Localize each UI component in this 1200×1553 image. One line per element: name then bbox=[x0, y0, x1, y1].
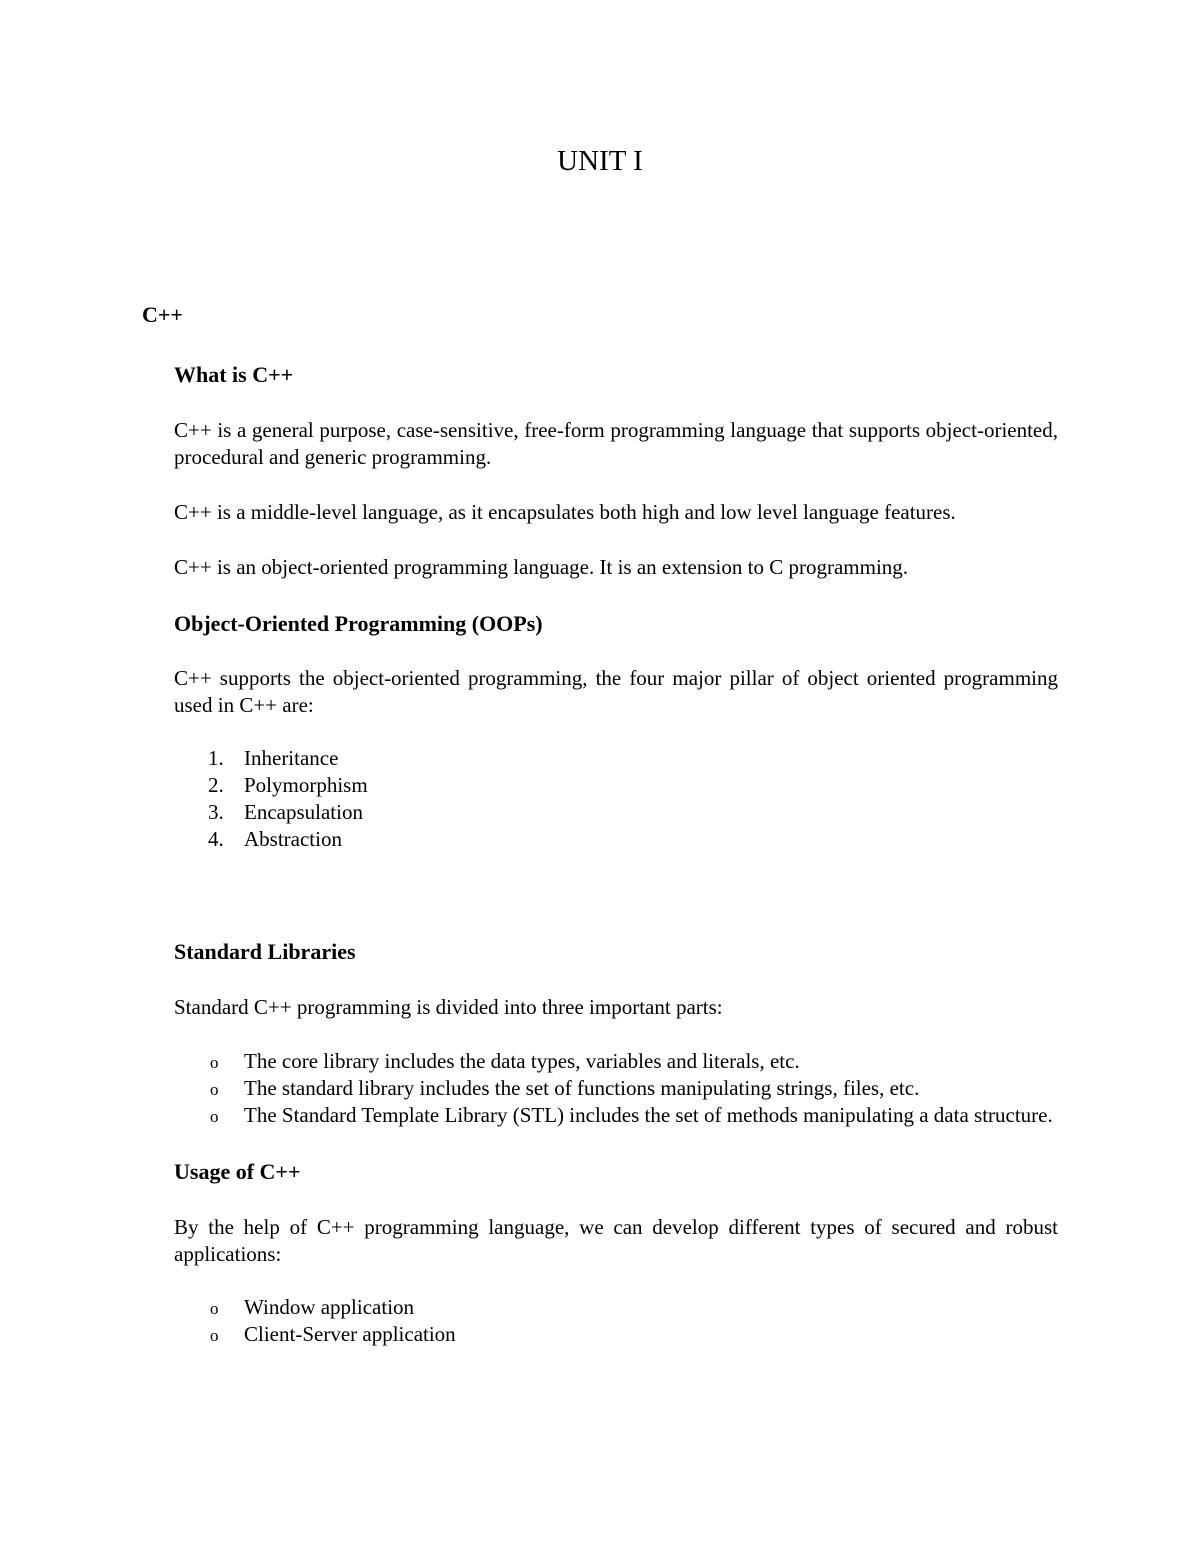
usage-intro: By the help of C++ programming language, we can develop different types of secured and robust applications: bbox=[174, 1215, 1058, 1266]
list-item-text: Polymorphism bbox=[244, 773, 368, 797]
list-item bbox=[174, 826, 1058, 853]
std-libs-intro: Standard C++ programming is divided into three important parts: bbox=[174, 995, 723, 1019]
list-item bbox=[174, 1048, 1058, 1075]
what-is-heading: What is C++ bbox=[174, 362, 294, 387]
list-item-text: Abstraction bbox=[244, 827, 342, 851]
list-item bbox=[174, 772, 1058, 799]
bullet-marker: o bbox=[210, 1053, 219, 1072]
bullet-marker: o bbox=[210, 1080, 219, 1099]
oops-heading: Object-Oriented Programming (OOPs) bbox=[174, 611, 543, 636]
usage-list bbox=[174, 1294, 1058, 1348]
usage-heading: Usage of C++ bbox=[174, 1159, 301, 1184]
list-number: 4. bbox=[208, 827, 224, 851]
what-is-paragraph-3: C++ is an object-oriented programming language. It is an extension to C programming. bbox=[174, 555, 909, 579]
list-number: 2. bbox=[208, 773, 224, 797]
list-item bbox=[174, 799, 1058, 826]
std-libs-heading: Standard Libraries bbox=[174, 939, 356, 964]
bullet-marker: o bbox=[210, 1107, 219, 1126]
list-item bbox=[174, 1102, 1058, 1129]
list-item bbox=[174, 1321, 1058, 1348]
oops-intro: C++ supports the object-oriented programming, the four major pillar of object oriented programming used in C++ are: bbox=[174, 666, 1058, 717]
list-item-text: The Standard Template Library (STL) includes the set of methods manipulating a data structure. bbox=[244, 1103, 1053, 1127]
what-is-paragraph-2: C++ is a middle-level language, as it encapsulates both high and low level language features. bbox=[174, 500, 956, 524]
list-item-text: The standard library includes the set of functions manipulating strings, files, etc. bbox=[244, 1076, 920, 1100]
list-item-text: The core library includes the data types, variables and literals, etc. bbox=[244, 1049, 800, 1073]
list-item-text: Client-Server application bbox=[244, 1322, 456, 1346]
list-item-text: Window application bbox=[244, 1295, 415, 1319]
oops-pillars-list bbox=[174, 745, 1058, 853]
list-number: 3. bbox=[208, 800, 224, 824]
list-number: 1. bbox=[208, 746, 224, 770]
main-heading: C++ bbox=[142, 302, 183, 327]
list-item-text: Inheritance bbox=[244, 746, 339, 770]
unit-title: UNIT I bbox=[557, 145, 643, 177]
std-libs-list bbox=[174, 1048, 1058, 1129]
list-item bbox=[174, 1294, 1058, 1321]
list-item bbox=[174, 1075, 1058, 1102]
document-body bbox=[174, 361, 1058, 1348]
list-item-text: Encapsulation bbox=[244, 800, 363, 824]
bullet-marker: o bbox=[210, 1326, 219, 1345]
list-item bbox=[174, 745, 1058, 772]
bullet-marker: o bbox=[210, 1299, 219, 1318]
what-is-paragraph-1: C++ is a general purpose, case-sensitive, free-form programming language that supports object-oriented, procedural and generic programming. bbox=[174, 418, 1058, 469]
